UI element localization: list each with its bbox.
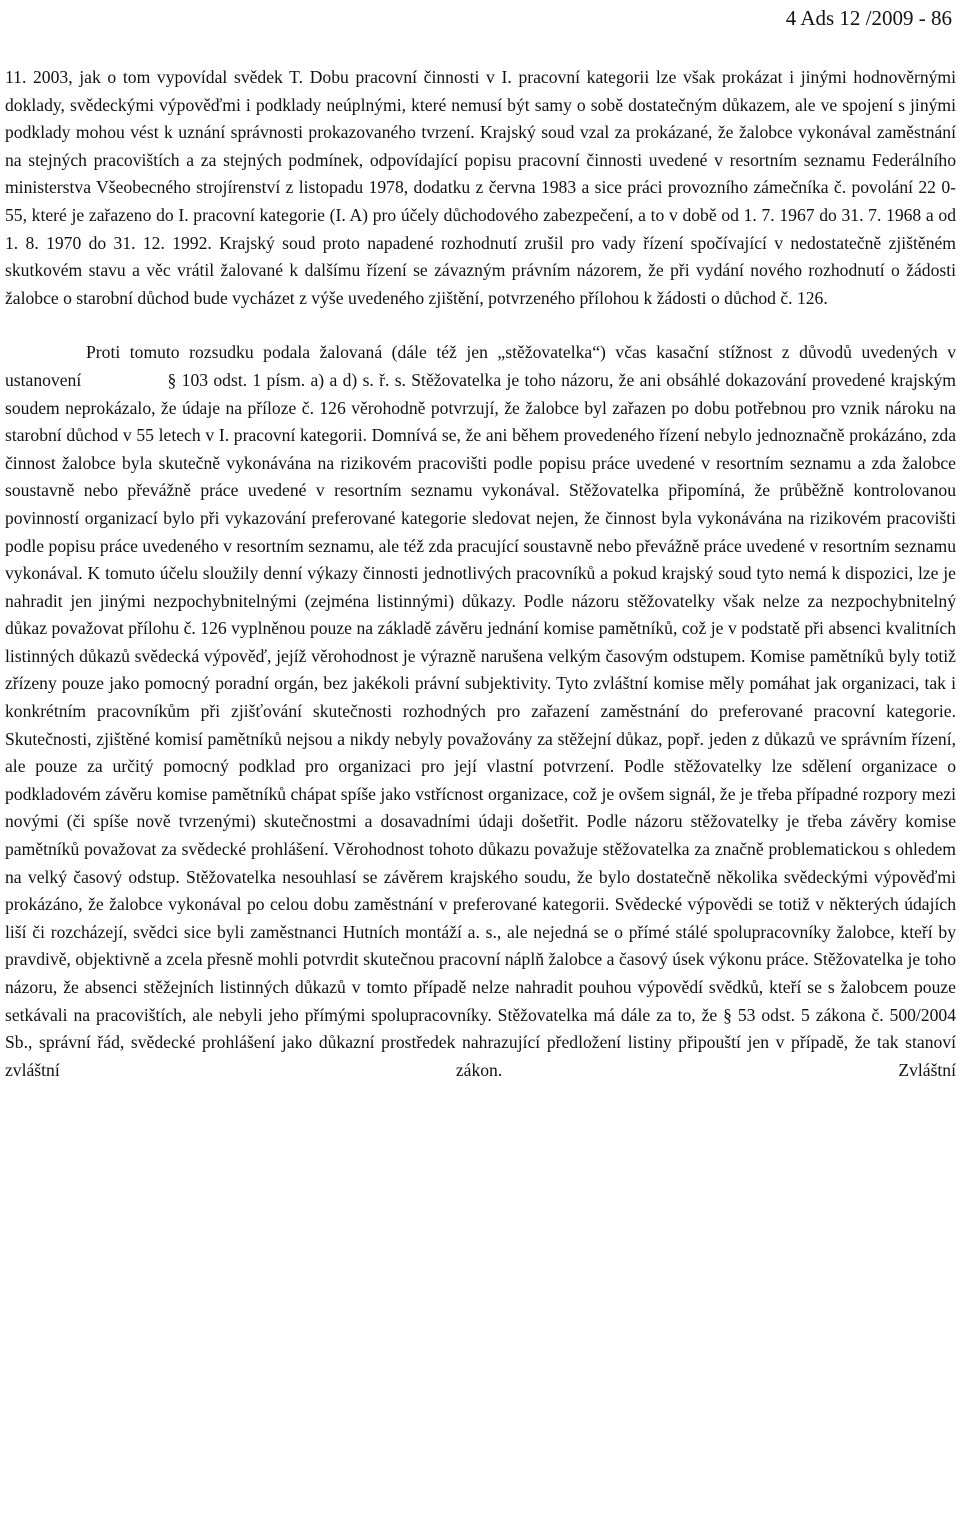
document-body: [5, 64, 956, 1084]
running-head: 4 Ads 12 /2009 - 86: [785, 6, 952, 30]
page-header: [786, 4, 952, 32]
section-sign-icon: §: [167, 369, 177, 390]
paragraph-2-rest: 103 odst. 1 písm. a) a d) s. ř. s. Stěžovatelka je toho názoru, že ani obsáhlé dokazování provedené krajským soudem neprokázalo, že údaje na příloze č. 126 věrohodně potvrzují, že žalobce byl zařazen po dobu potřebnou pro vznik nároku na starobní důchod v 55 letech v I. pracovní kategorii. Domnívá se, že ani během provedeného řízení nebylo jednoznačně prokázáno, zda činnost žalobce byla skutečně vykonávána na rizikovém pracovišti podle popisu práce uvedené v resortním seznamu a zda žalobce soustavně nebo převážně práce uvedené v resortním seznamu vykonával. Stěžovatelka připomíná, že průběžně kontrolovanou povinností organizací bylo při vykazování preferované kategorie sledovat nejen, že činnost byla vykonávána na rizikovém pracovišti podle popisu práce uvedeného v resortním seznamu, ale též zda pracující soustavně nebo převážně práce uvedené v resortním seznamu vykonával. K tomuto účelu sloužily denní výkazy činnosti jednotlivých pracovníků a pokud krajský soud tyto nemá k dispozici, lze je nahradit jen jinými nezpochybnitelnými (zejména listinnými) důkazy. Podle názoru stěžovatelky však nelze za nezpochybnitelný důkaz považovat přílohu č. 126 vyplněnou pouze na základě závěru jednání komise pamětníků, což je v podstatě při absenci kvalitních listinných důkazů svědecká výpověď, jejíž věrohodnost je výrazně narušena velkým časovým odstupem. Komise pamětníků byly totiž zřízeny pouze jako pomocný poradní orgán, bez jakékoli právní subjektivity. Tyto zvláštní komise měly pomáhat jak organizaci, tak i konkrétním pracovníkům při zjišťování skutečnosti rozhodných pro zařazení zaměstnání do preferované pracovní kategorie. Skutečnosti, zjištěné komisí pamětníků nejsou a nikdy nebyly považovány za stěžejní důkaz, popř. jeden z důkazů ve správním řízení, ale pouze za určitý pomocný podklad pro organizaci pro její vlastní potvrzení. Podle stěžovatelky lze sdělení organizace o podkladovém závěru komise pamětníků chápat spíše jako vstřícnost organizace, což je ovšem signál, že je třeba případné rozpory mezi novými (či spíše nově tvrzenými) skutečnostmi a dosavadními údaji došetřit. Podle názoru stěžovatelky je třeba závěry komise pamětníků považovat za svědecké prohlášení. Věrohodnost tohoto důkazu považuje stěžovatelka za značně problematickou s ohledem na velký časový odstup. Stěžovatelka nesouhlasí se závěrem krajského soudu, že bylo dostatečně několika svědeckými výpověďmi prokázáno, že žalobce vykonával po celou dobu zaměstnání v preferované kategorii. Svědecké výpovědi se totiž v některých údajích liší či rozcházejí, svědci sice byli zaměstnanci Hutních montáží a. s., ale nejedná se o přímé stálé spolupracovníky žalobce, kteří by pravdivě, objektivně a zcela přesně mohli potvrdit skutečnou pracovní náplň žalobce a časový úsek výkonu práce. Stěžovatelka je toho názoru, že absenci stěžejních listinných důkazů v tomto případě nelze nahradit pouhou výpovědí svědků, kteří se s žalobcem pouze setkávali na pracovištích, ale nebyli jeho přímými spolupracovníky. Stěžovatelka má dále za to, že § 53 odst. 5 zákona č. 500/2004 Sb., správní řád, svědecké prohlášení jako důkazní prostředek nahrazující předložení listiny připouští jen v případě, že tak stanoví zvláštní zákon. Zvláštní: [5, 369, 956, 1080]
paragraph-1: 11. 2003, jak o tom vypovídal svědek T. Dobu pracovní činnosti v I. pracovní kategorii lze však prokázat i jinými hodnověrnými doklady, svědeckými výpověďmi i podklady neúplnými, které nemusí být samy o sobě dostatečným důkazem, ale ve spojení s jinými podklady mohou vést k uznání správnosti prokazovaného tvrzení. Krajský soud vzal za prokázané, že žalobce vykonával zaměstnání na stejných pracovištích a za stejných podmínek, odpovídající popisu pracovní činnosti uvedené v resortním seznamu Federálního ministerstva Všeobecného strojírenství z listopadu 1978, dodatku z června 1983 a sice práci provozního zámečníka č. povolání 22 0-55, které je zařazeno do I. pracovní kategorie (I. A) pro účely důchodového zabezpečení, a to v době od 1. 7. 1967 do 31. 7. 1968 a od 1. 8. 1970 do 31. 12. 1992. Krajský soud proto napadené rozhodnutí zrušil pro vady řízení spočívající v nedostatečně zjištěném skutkovém stavu a věc vrátil žalované k dalšímu řízení se závazným právním názorem, že při vydání nového rozhodnutí o žádosti žalobce o starobní důchod bude vycházet z výše uvedeného zjištění, potvrzeného přílohou k žádosti o důchod č. 126.: [5, 67, 956, 308]
paragraph-2-lead: Proti tomuto rozsudku podala žalovaná (dále též jen „stěžovatelka“) včas kasační stížnost z důvodů uvedených v ustanovení: [5, 342, 956, 390]
paragraph-2: [5, 339, 956, 1084]
